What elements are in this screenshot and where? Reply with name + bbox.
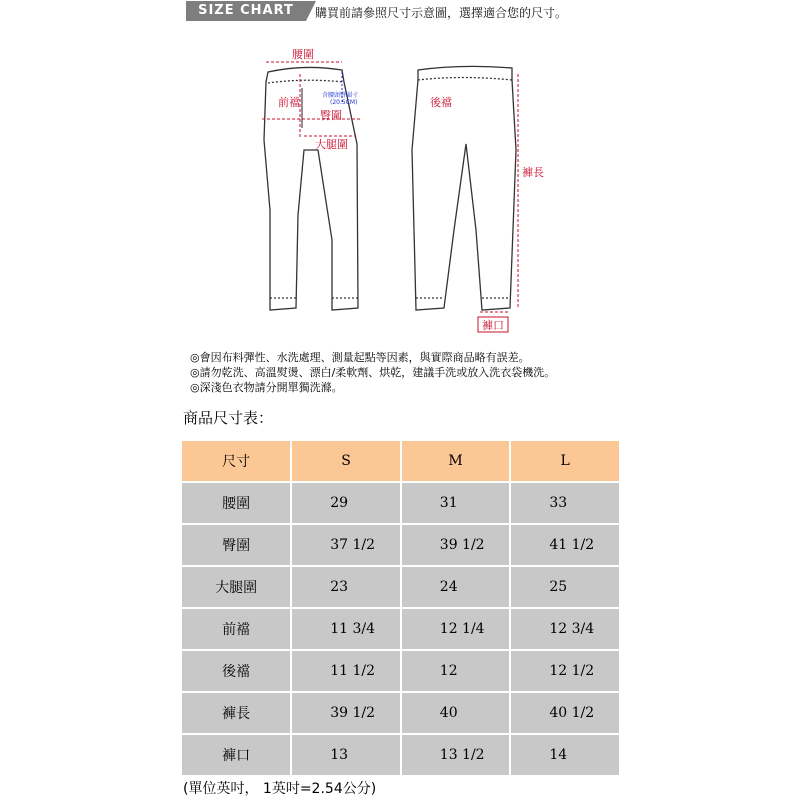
- label-hip-note-2: (20.5CM): [330, 99, 358, 106]
- label-front-rise: 前襠: [278, 96, 300, 109]
- cell-l: 41 1/2: [511, 525, 619, 565]
- header-cell-l: L: [511, 441, 619, 481]
- label-hip-note-1: 含腰頭臀圍寸: [322, 92, 359, 99]
- unit-note: (單位英吋， 1英吋=2.54公分): [183, 781, 377, 797]
- cell-l: 40 1/2: [511, 693, 619, 733]
- table-row: [182, 525, 619, 565]
- care-note-item: ◎深淺色衣物請分開單獨洗滌。: [190, 381, 343, 394]
- cell-s: 39 1/2: [292, 693, 400, 733]
- cell-l: 14: [511, 735, 619, 775]
- header-note: 購買前請參照尺寸示意圖，選擇適合您的尺寸。: [315, 6, 568, 20]
- cell-m: 12 1/4: [402, 609, 510, 649]
- row-label: 臀圍: [182, 525, 290, 565]
- row-label: 後襠: [182, 651, 290, 691]
- header-cell-s: S: [292, 441, 400, 481]
- cell-m: 39 1/2: [402, 525, 510, 565]
- care-note-item: ◎會因布料彈性、水洗處理、測量起點等因素，與實際商品略有誤差。: [190, 351, 530, 364]
- cell-l: 33: [511, 483, 619, 523]
- cell-s: 29: [292, 483, 400, 523]
- label-hem: 褲口: [482, 319, 504, 332]
- table-row: [182, 483, 619, 523]
- row-label: 腰圍: [182, 483, 290, 523]
- back-pants-outline: [412, 66, 516, 310]
- cell-m: 31: [402, 483, 510, 523]
- label-back-rise: 後襠: [430, 96, 452, 109]
- cell-m: 13 1/2: [402, 735, 510, 775]
- size-chart-header: [0, 0, 800, 26]
- label-thigh: 大腿圍: [315, 138, 348, 151]
- row-label: 褲長: [182, 693, 290, 733]
- table-row: [182, 651, 619, 691]
- table-header-row: [182, 441, 619, 481]
- label-waist: 腰圍: [292, 48, 314, 61]
- table-row: [182, 609, 619, 649]
- cell-m: 12: [402, 651, 510, 691]
- cell-s: 11 3/4: [292, 609, 400, 649]
- row-label: 大腿圍: [182, 567, 290, 607]
- table-row: [182, 567, 619, 607]
- cell-m: 40: [402, 693, 510, 733]
- label-hip: 臀圍: [320, 109, 342, 122]
- size-chart-tag: SIZE CHART: [186, 1, 306, 21]
- cell-s: 11 1/2: [292, 651, 400, 691]
- cell-l: 12 1/2: [511, 651, 619, 691]
- table-row: [182, 735, 619, 775]
- header-cell-m: M: [402, 441, 510, 481]
- pants-diagram: [240, 40, 570, 340]
- care-note-item: ◎請勿乾洗、高溫熨燙、漂白/柔軟劑、烘乾，建議手洗或放入洗衣袋機洗。: [190, 366, 556, 379]
- row-label: 前襠: [182, 609, 290, 649]
- cell-s: 13: [292, 735, 400, 775]
- pants-diagram-svg: [240, 40, 570, 340]
- cell-l: 25: [511, 567, 619, 607]
- header-cell-size: 尺寸: [182, 441, 290, 481]
- cell-m: 24: [402, 567, 510, 607]
- cell-l: 12 3/4: [511, 609, 619, 649]
- row-label: 褲口: [182, 735, 290, 775]
- table-row: [182, 693, 619, 733]
- cell-s: 23: [292, 567, 400, 607]
- table-caption: 商品尺寸表：: [183, 409, 274, 427]
- care-notes: [190, 350, 555, 395]
- label-length: 褲長: [522, 166, 544, 179]
- size-table: [180, 439, 621, 777]
- cell-s: 37 1/2: [292, 525, 400, 565]
